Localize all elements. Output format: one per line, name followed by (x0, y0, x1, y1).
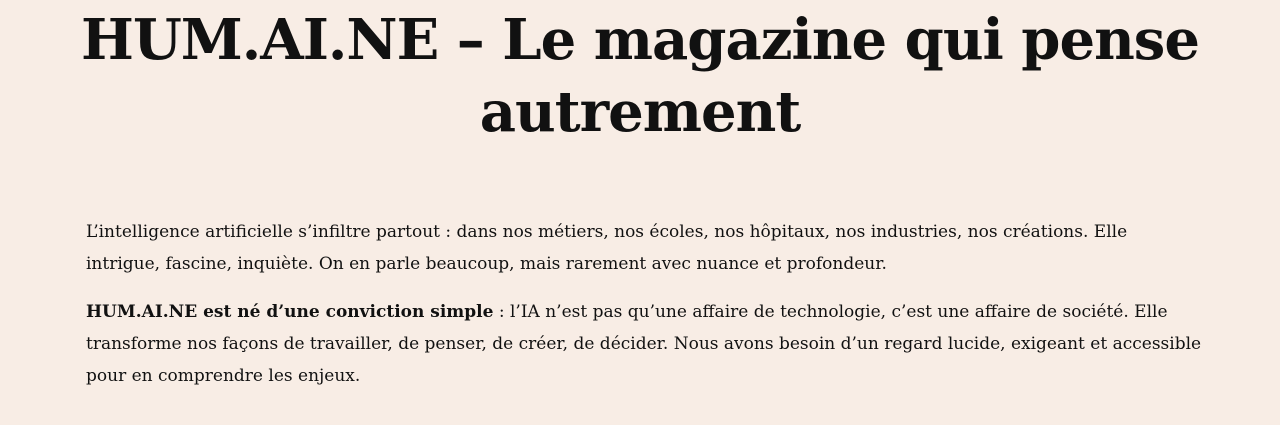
mission-lead-text: HUM.AI.NE est né d’une conviction simple (86, 302, 494, 322)
mission-body-text: : l’IA n’est pas qu’une affaire de technologie, c’est une affaire de société. Elle transforme nos façons de travailler, de penser, de créer, de décider. Nous avons besoin d’un regard lucide, exigeant et accessible pour en comprendre les enjeux. (86, 302, 1202, 386)
intro-paragraph: L’intelligence artificielle s’infiltre partout : dans nos métiers, nos écoles, nos hôpitaux, nos industries, nos créations. Elle intrigue, fascine, inquiète. On en parle beaucoup, mais rarement avec nuance et profondeur. (86, 222, 1128, 274)
mission-paragraph (86, 296, 1206, 392)
page-title: HUM.AI.NE – Le magazine qui pense autrement (81, 7, 1199, 145)
article-body (86, 216, 1206, 408)
